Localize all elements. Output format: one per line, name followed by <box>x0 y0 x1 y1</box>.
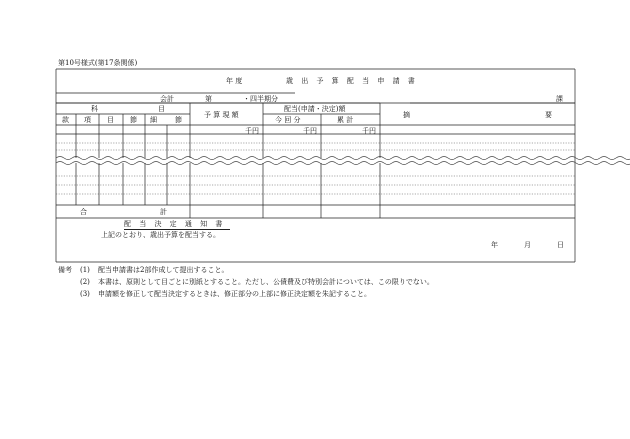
remark-num-2: (2) <box>80 278 90 286</box>
kaikei-label: 会計 <box>160 95 174 103</box>
col-ruikei: 累 計 <box>337 116 354 124</box>
shihanki-label: ・四半期分 <box>243 95 278 103</box>
remark-text-3: 申請額を修正して配当決定するときは、修正部分の上部に修正決定額を朱記すること。 <box>98 290 371 298</box>
ka-label: 課 <box>556 95 563 103</box>
col-moku-group: 目 <box>158 105 165 113</box>
total-gou: 合 <box>80 208 87 216</box>
notice-nen: 年 <box>491 241 498 249</box>
notice-title: 配 当 決 定 通 知 書 <box>124 220 226 228</box>
col-kou: 項 <box>84 116 91 124</box>
total-kei: 計 <box>160 208 167 216</box>
col-konkai: 今 回 分 <box>275 116 301 124</box>
col-kamoku: 科 <box>91 105 98 113</box>
remark-text-1: 配当申請書は2部作成して提出すること。 <box>98 266 229 274</box>
notice-text: 上記のとおり、歳出予算を配当する。 <box>101 231 220 239</box>
notice-hi: 日 <box>557 241 564 249</box>
col-yosan-gaku: 予 算 現 額 <box>204 111 239 119</box>
notice-tsuki: 月 <box>524 241 531 249</box>
remark-text-2: 本書は、原則として目ごとに別紙とすること。ただし、公債費及び特別会計については、この限りでない。 <box>98 278 434 286</box>
unit-konkai: 千円 <box>303 127 317 135</box>
form-label: 第10号様式(第17条関係) <box>58 59 138 67</box>
dai-label: 第 <box>205 95 212 103</box>
col-moku: 目 <box>107 116 114 124</box>
nendo-label: 年 度 <box>226 77 243 85</box>
col-kan: 款 <box>62 116 69 124</box>
col-setsu2: 節 <box>175 116 182 124</box>
unit-yosan: 千円 <box>245 127 259 135</box>
unit-ruikei: 千円 <box>362 127 376 135</box>
notice-title-underline <box>124 229 230 230</box>
col-saimoku: 細 <box>150 116 157 124</box>
remark-num-3: (3) <box>80 290 90 298</box>
remark-num-1: (1) <box>80 266 90 274</box>
col-haitou-group: 配当(申請・決定)額 <box>284 105 346 113</box>
page-title: 歳 出 予 算 配 当 申 請 書 <box>286 77 418 85</box>
remarks-label: 備考 <box>58 266 72 274</box>
col-tekiyou: 摘 <box>403 111 410 119</box>
col-you: 要 <box>545 111 552 119</box>
col-setsu: 節 <box>130 116 137 124</box>
